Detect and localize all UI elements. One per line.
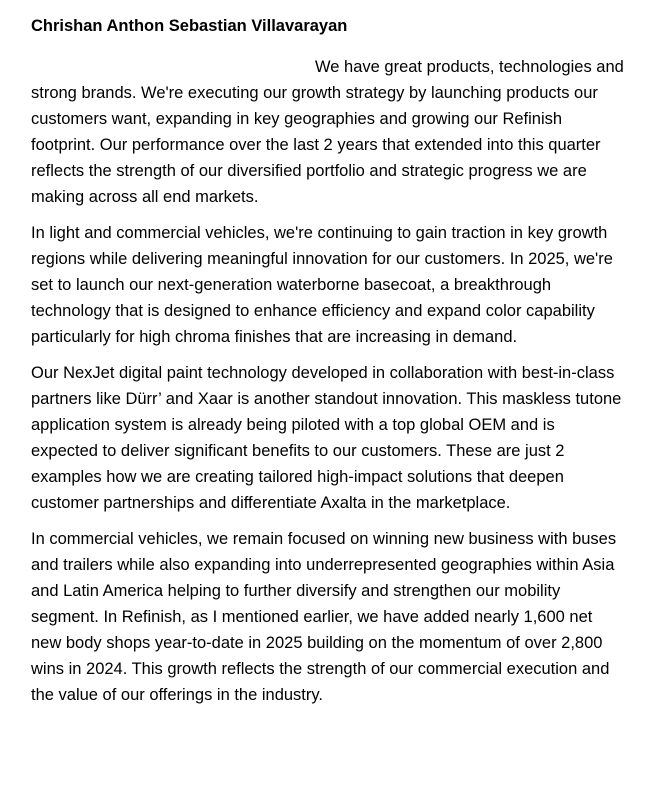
paragraph-4: In commercial vehicles, we remain focused on winning new business with buses and trailers while also expanding into underrepresented geographies within Asia and Latin America helping to further diversify and strengthen our mobility segment. In Refinish, as I mentioned earlier, we have added nearly 1,600 net new body shops year-to-date in 2025 building on the momentum of over 2,800 wins in 2024. This growth reflects the strength of our commercial execution and the value of our offerings in the industry. xyxy=(31,530,617,704)
paragraph-3: Our NexJet digital paint technology developed in collaboration with best-in-class partners like Dürr’ and Xaar is another standout innovation. This maskless tutone application system is already being piloted with a top global OEM and is expected to deliver significant benefits to our customers. These are just 2 examples how we are creating tailored high-impact solutions that deepen customer partnerships and differentiate Axalta in the marketplace. xyxy=(31,364,622,512)
paragraph-2: In light and commercial vehicles, we're continuing to gain traction in key growth regions while delivering meaningful innovation for our customers. In 2025, we're set to launch our next-generation waterborne basecoat, a breakthrough technology that is designed to enhance efficiency and expand color capability particularly for high chroma finishes that are increasing in demand. xyxy=(31,224,613,346)
speaker-name: Chrishan Anthon Sebastian Villavarayan xyxy=(31,17,348,35)
paragraph-1: We have great products, technologies and strong brands. We're executing our growth strategy by launching products our customers want, expanding in key geographies and growing our Refinish footprint. Our performance over the last 2 years that extended into this quarter reflects the strength of our diversified portfolio and strategic progress we are making across all end markets. xyxy=(31,58,624,206)
